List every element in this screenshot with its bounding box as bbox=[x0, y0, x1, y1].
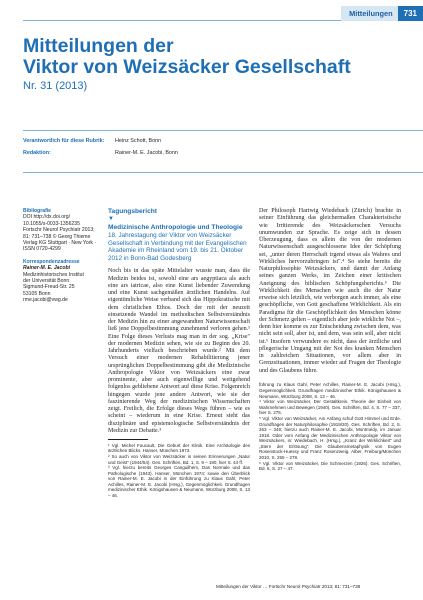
meta-top-rule bbox=[23, 130, 423, 131]
title-line-2: Viktor von Weizsäcker Gesellschaft bbox=[23, 56, 351, 78]
bibliography-line: 81: 731–738 © Georg Thieme bbox=[23, 233, 91, 240]
article-paragraph: Der Philosoph Hartwig Wiedebach (Zürich) brachte in seiner Einführung das gleichermaßen Charakteristische wie Irritierende des Weizsäckerschen Versuchs unumwunden zur Sprache. Es zeige sich in dessen Überzeugung, dass es allein die von der modernen Naturwissenschaft ausgeschlossene Idee der Schöpfung sei, „unter deren Herrschaft irgend etwas als Wahres und Wirkliches hervorzubringen ist".⁴ So stehe bereits die Naturphilosophie Weizsäckers, und damit der Anfang seines ganzen Werks, im Zeichen einer kritischen Aneignung des biblischen Schöpfungsberichts.⁵ Die Wirklichkeit des Menschen wie auch die der Natur erweise sich letztlich, wie verborgen auch immer, als eine geschöpfliche, von Gott geschaffene Wirklichkeit. Als ein Paradigma für die Geschöpflichkeit des Menschen könne der Schmerz gelten – eigentlich aber jede wirkliche Not –, denn hier komme es zur Entscheidung zwischen dem, was nicht sein soll, aber ist, und dem, was sein soll, aber nicht ist.⁶ Insofern verwundere es nicht, dass der ärztliche und pflegerische Umgang mit der Not des kranken Menschen in zahlreichen Situationen, vor allem aber in Grenzsituationen, immer wieder auf Fragen der Theologie und des Glaubens führe. bbox=[259, 208, 401, 374]
issue-number: Nr. 31 (2013) bbox=[23, 80, 88, 92]
bibliography-line: Fortschr Neurol Psychiatr 2013; bbox=[23, 227, 95, 234]
editorial-value: Rainer-M. E. Jacobi, Bonn bbox=[115, 150, 178, 156]
article-heading: Medizinische Anthropologie und Theologie bbox=[108, 224, 243, 231]
responsible-label: Verantwortlich für diese Rubrik: bbox=[23, 138, 105, 144]
article-column-left bbox=[108, 208, 250, 499]
article-paragraph: Noch bis in das späte Mittelalter wusste man, dass die Medizin beides ist, sowohl eine ars aegyptiaca als auch eine ars iatricae, also eine Kunst liebender Zuwendung und eine Kunst sachgemäßen ärztlichen Handelns. Auf eigentümliche Weise verband sich das Hippokratische mit dem christlichen Ethos. Doch der mit der neuzeit einsetzende Wandel im methodischen Selbstverständnis der Medizin hin zu einer angewandten Naturwissenschaft ließ jene Doppelbestimmung zunehmend verloren gehen.¹ Eine Folge dieses Verlusts mag man in der sog. „Krise" der modernen Medizin sehen, wie sie zu Beginn des 20. Jahrhunderts vielfach beschrieben wurde.² Mit dem Versuch einer modernen Rehabilitierung jener ursprünglichen Doppelbestimmung gibt die Medizinische Anthropologie Viktor von Weizsäckers eine zwar prominente, aber auch eigenwillige und weitgehend folgenlos gebliebene Antwort auf diese Krise. Folgenreich hingegen wurde jene andere Antwort, wie sie der faszinierende Weg der medizinischen Wissenschaften zeigt. Freilich, die Erfolge dieses Wegs führen – wie es scheint – wiederum in eine Krise. Erneut steht das disziplinäre und epistemologische Selbstverständnis der Medizin zur Debatte.³ bbox=[108, 268, 250, 434]
sidebar-info bbox=[23, 208, 99, 304]
article-tag: Tagungsbericht bbox=[108, 208, 157, 215]
down-arrow-icon: ▼ bbox=[108, 216, 114, 222]
footnote: führung zu Klaus Gahl, Peter Achilles, Rainer-M. E. Jacobi (Hrsg.), Gegenmöglichkeit. Grundfragen medizinischer Ethik. Königshausen & Neumann, Würzburg 2008, S. 13 – 46. bbox=[259, 382, 401, 399]
editorial-label: Redaktion: bbox=[23, 150, 51, 156]
correspondence-heading: Korrespondenzadresse bbox=[23, 258, 80, 265]
address-line: der Universität Bonn bbox=[23, 278, 70, 285]
address-line: Sigmund-Freud-Str. 25 bbox=[23, 284, 75, 291]
footnote: ⁴ Viktor von Weizsäcker, Der Gestaltkreis. Theorie der Einheit von Wahrnehmen und Bewegen (1940). Ges. Schriften, Bd. 4, S. 77 – 337, hier S. 275. bbox=[259, 399, 401, 416]
doi-link[interactable]: DOI http://dx.doi.org/ bbox=[23, 214, 70, 221]
bibliography-heading: Bibliografie bbox=[23, 208, 52, 214]
page-footer: Mitteilungen der Viktor … Fortschr Neurol Psychiatr 2013; 81: 731–738 bbox=[216, 584, 361, 589]
correspondence-name: Rainer-M. E. Jacobi bbox=[23, 265, 70, 272]
header-bar bbox=[341, 6, 423, 21]
meta-row-editorial bbox=[23, 150, 423, 157]
footnote: ² So auch von Viktor von Weizsäcker in seinen Erinnerungen „Natur und Geist" (1944/54). Ges. Schriften, Bd. 1, S. 9 – 190, hier S. 44 ff. bbox=[108, 453, 250, 465]
editorial-info bbox=[23, 130, 423, 162]
page-header bbox=[0, 0, 423, 26]
header-page-number: 731 bbox=[398, 6, 423, 21]
footnote: ¹ Vgl. Michel Foucault, Die Geburt der Klinik. Eine Archäologie des ärztlichen Blicks. Hanser, München 1973. bbox=[108, 442, 250, 454]
meta-bottom-rule bbox=[23, 172, 423, 173]
title-line-1: Mitteilungen der bbox=[23, 35, 174, 57]
address-line: Medizinhistorisches Institut bbox=[23, 271, 84, 278]
article-subheading: 18. Jahrestagung der Viktor von Weizsäcker Gesellschaft in Verbindung mit der Evangelischen Akademie im Rheinland vom 19. bis 21. Oktober 2012 in Bonn-Bad Godesberg bbox=[108, 232, 247, 262]
footnote: ⁶ Vgl. Viktor von Weizsäcker, Die Schmerzen (1926). Ges. Schriften, Bd. 5, S. 27 – 47. bbox=[259, 460, 401, 472]
article-column-right bbox=[259, 208, 401, 472]
email-link[interactable]: rme.jacobi@vwg.de bbox=[23, 297, 68, 304]
footnote: ⁵ Vgl. Viktor von Weizsäcker, Am Anfang schuf Gott Himmel und Erde. Grundfragen der Naturphilosophie (1919/20). Ges. Schriften, Bd. 2, S. 263 – 349; hierzu auch Rainer-M. E. Jacobi, Montmédy, im Januar 1918. Oder vom Anfang der Medizinischen Anthropologie Viktor von Weizsäckers, in: Wiedebach, H. (Hrsg.), „Kranz der Wirklichkeit" und „Stern der Erlösung". Die Glaubensmetaphysik von Eugen Rosenstock-Huessy und Franz Rosenzweig. Alber, Freiburg/München 2010, S. 255 – 278. bbox=[259, 415, 401, 461]
page-title bbox=[23, 36, 403, 78]
footnote-divider bbox=[108, 439, 148, 440]
address-line: 53105 Bonn bbox=[23, 290, 51, 297]
bibliography-line: 10.1055/s-0033-1356235 bbox=[23, 220, 80, 227]
footnote: ³ Vgl. hierzu bereits Georges Canguilhem, Das Normale und das Pathologische (1943). Hanser, München 1974; sowie den Überblick von Rainer-M. E. Jacobi in der Einführung zu Klaus Gahl, Peter Achilles, Rainer-M. E. Jacobi (Hrsg.), Gegenmöglichkeit. Grundfragen medizinischer Ethik. Königshausen & Neumann, Würzburg 2008, S. 13 – 46. bbox=[108, 465, 250, 499]
responsible-value: Heinz Schott, Bonn bbox=[115, 138, 162, 144]
header-section-label: Mitteilungen bbox=[349, 9, 393, 18]
bibliography-line: ISSN 0720-4299 bbox=[23, 246, 61, 253]
bibliography-line: Verlag KG Stuttgart · New York · bbox=[23, 240, 97, 247]
meta-row-responsible bbox=[23, 138, 423, 145]
